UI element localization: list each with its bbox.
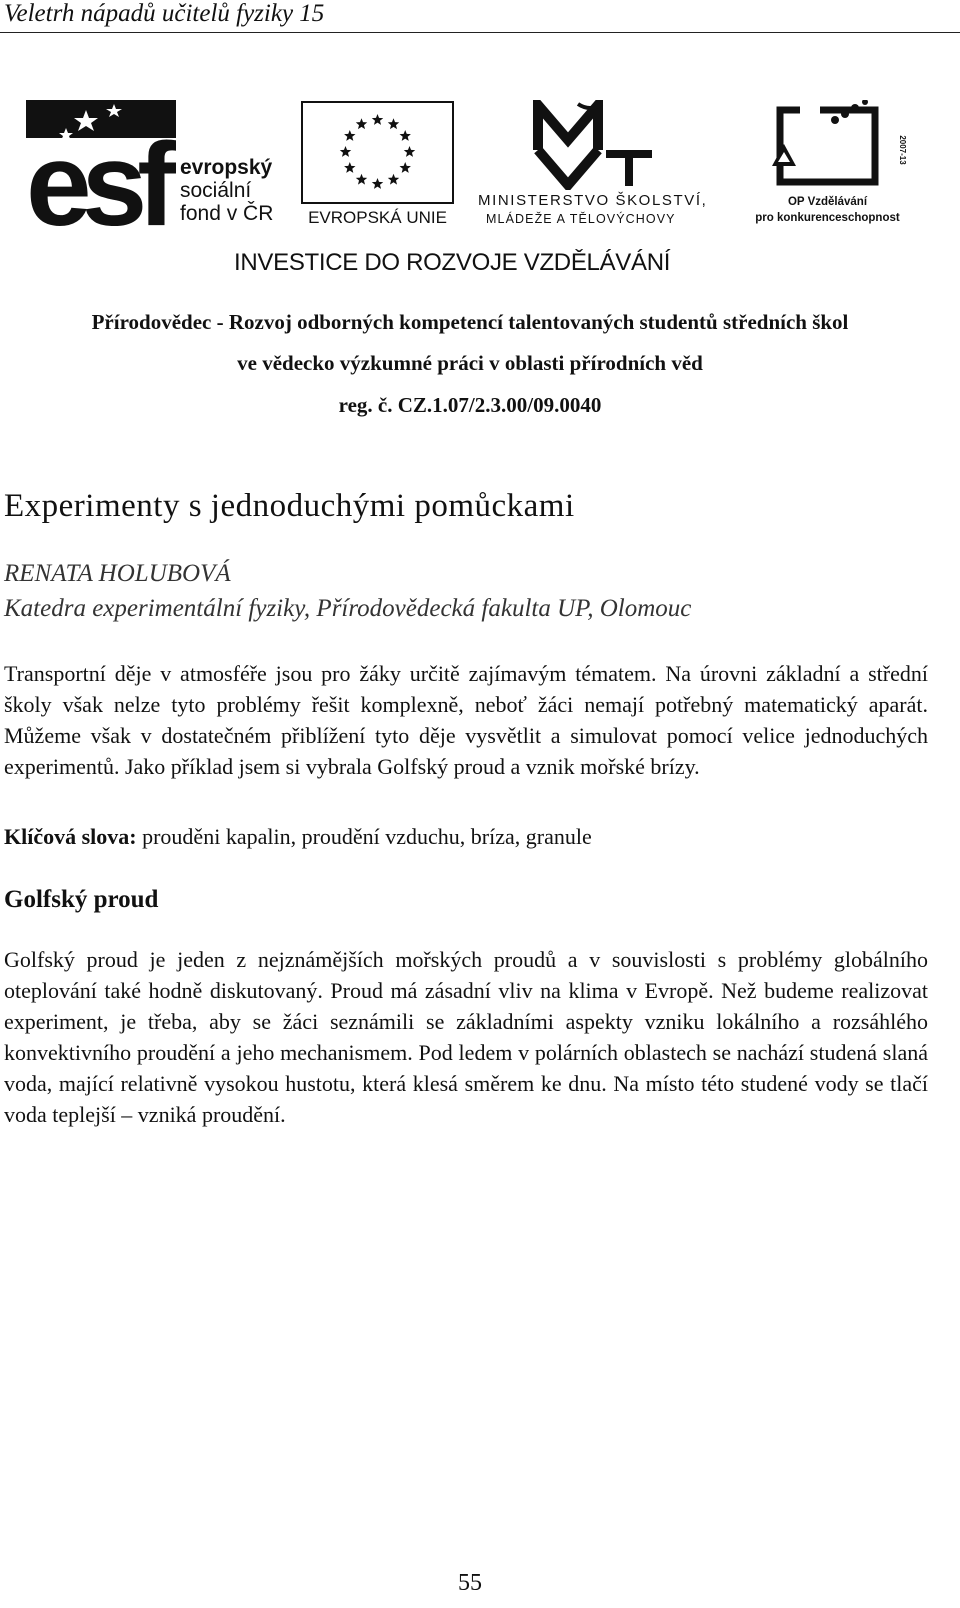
esf-mark-icon — [26, 100, 176, 235]
article-author: RENATA HOLUBOVÁ — [4, 560, 231, 587]
msmt-line-2: MLÁDEŽE A TĚLOVÝCHOVY — [486, 212, 676, 226]
project-line-2: ve vědecko výzkumné práci v oblasti přírodních věd — [237, 351, 703, 375]
eu-label: EVROPSKÁ UNIE — [308, 208, 447, 227]
op-mark-icon — [740, 100, 915, 192]
article-title: Experimenty s jednoduchými pomůckami — [4, 488, 575, 524]
esf-logo — [26, 100, 288, 235]
op-line-2: pro konkurenceschopnost — [755, 212, 900, 224]
project-line-1: Přírodovědec - Rozvoj odborných kompetencí talentovaných studentů středních škol — [91, 310, 849, 334]
op-line-1: OP Vzdělávání — [787, 196, 868, 208]
section-heading: Golfský proud — [4, 886, 159, 913]
esf-line-3: fond v ČR — [180, 202, 274, 225]
op-logo — [740, 100, 915, 235]
section-paragraph: Golfský proud je jeden z nejznámějších mořských proudů a v souvislosti s problémy globálního oteplování také hodně diskutovaný. Proud má zásadní vliv na klima v Evropě. Než budeme realizovat experiment, je třeba, aby se žáci seznámili se základními aspekty vzniku lokálního a rozsáhlého konvektivního proudění a jeho mechanismem. Pod ledem v polárních oblastech se nachází studená slaná voda, mající relativně vysokou hustotu, která klesá směrem ke dnu. Na místo této studené vody se tlačí voda teplejší – vzniká proudění. — [4, 947, 928, 1127]
esf-line-2: sociální — [180, 179, 252, 202]
op-years: 2007-13 — [898, 135, 907, 165]
keywords-list: prouděni kapalin, proudění vzduchu, bríza, granule — [136, 824, 592, 849]
page-number: 55 — [458, 1570, 482, 1596]
investice-tagline: INVESTICE DO ROZVOJE VZDĚLÁVÁNÍ — [234, 249, 671, 276]
header-rule — [0, 32, 960, 33]
msmt-mark-icon — [478, 100, 678, 190]
keywords-label: Klíčová slova: — [4, 824, 137, 849]
article-affiliation: Katedra experimentální fyziky, Přírodovědecká fakulta UP, Olomouc — [4, 595, 692, 622]
esf-line-1: evropský — [180, 156, 273, 179]
abstract-paragraph: Transportní děje v atmosféře jsou pro žáky určitě zajímavým tématem. Na úrovni základní a střední školy však nelze tyto problémy řešit komplexně, neboť žáci nemají potřebný matematický aparát. Můžeme však v dostatečném přiblížení tyto děje vysvětlit a simulovat pomocí velice jednoduchých experimentů. Jako příklad jsem si vybrala Golfský proud a vznik mořské brízy. — [4, 661, 928, 779]
project-reg-number: reg. č. CZ.1.07/2.3.00/09.0040 — [338, 393, 602, 417]
running-head: Veletrh nápadů učitelů fyziky 15 — [4, 0, 325, 27]
keywords-line — [4, 824, 592, 850]
msmt-line-1: MINISTERSTVO ŠKOLSTVÍ, — [478, 192, 708, 209]
eu-flag-icon — [300, 100, 455, 205]
msmt-logo — [478, 100, 733, 235]
eu-logo — [300, 100, 455, 235]
svg-text:esf: esf — [26, 119, 167, 235]
